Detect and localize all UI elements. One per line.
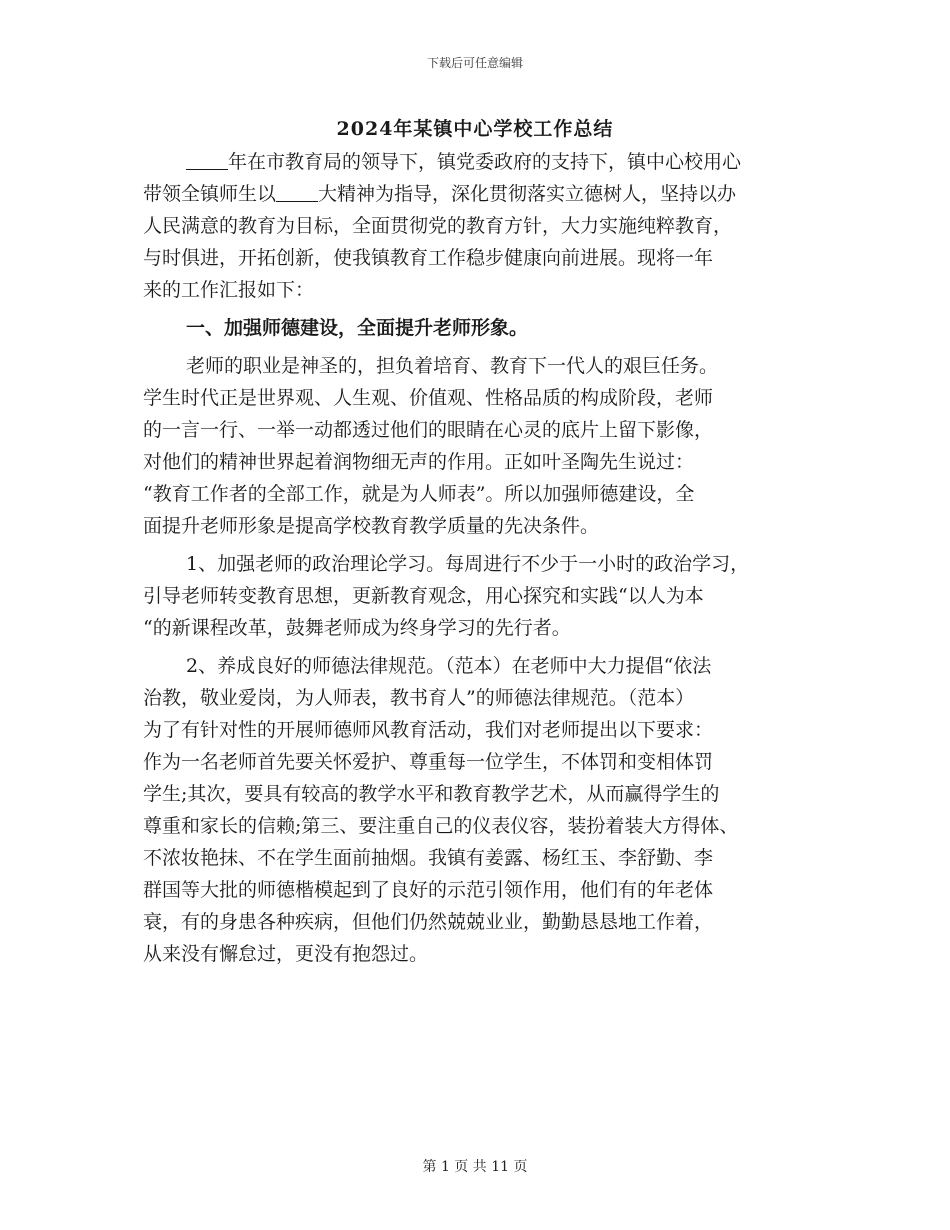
paragraph-line: 2、养成良好的师德法律规范。（范本）在老师中大力提倡“依法	[186, 655, 712, 677]
paragraph-line: 学生时代正是世界观、人生观、价值观、性格品质的构成阶段，老师	[143, 387, 714, 409]
paragraph-line: 衰，有的身患各种疾病，但他们仍然兢兢业业，勤勤恳恳地工作着，	[143, 911, 714, 933]
paragraph-line: 作为一名老师首先要关怀爱护、尊重每一位学生，不体罚和变相体罚	[143, 751, 714, 773]
document-body	[143, 146, 823, 970]
paragraph-line: “教育工作者的全部工作，就是为人师表”。所以加强师德建设，全	[143, 483, 695, 505]
page-footer: 第 1 页 共 11 页	[422, 1159, 528, 1175]
paragraph-line: 与时俱进，开拓创新，使我镇教育工作稳步健康向前进展。现将一年	[143, 247, 714, 269]
paragraph-line: 尊重和家长的信赖;第三、要注重自己的仪表仪容，装扮着装大方得体、	[143, 815, 739, 837]
paragraph-line: 年在市教育局的领导下，镇党委政府的支持下，镇中心校用心	[143, 146, 823, 178]
paragraph-line: 学生;其次，要具有较高的教学水平和教育教学艺术，从而赢得学生的	[143, 783, 720, 805]
paragraph-line: 引导老师转变教育思想，更新教育观念，用心探究和实践“以人为本	[143, 585, 704, 607]
blank-underline	[186, 149, 228, 170]
header-note: 下载后可任意编辑	[426, 56, 523, 70]
paragraph-line: 不浓妆艳抹、不在学生面前抽烟。我镇有姜露、杨红玉、李舒勤、李	[143, 847, 714, 869]
paragraph-line: 对他们的精神世界起着润物细无声的作用。正如叶圣陶先生说过：	[143, 451, 695, 473]
paragraph-line: 人民满意的教育为目标，全面贯彻党的教育方针，大力实施纯粹教育，	[143, 215, 733, 237]
paragraph-line: 1、加强老师的政治理论学习。每周进行不少于一小时的政治学习，	[186, 553, 750, 575]
blank-underline	[276, 181, 318, 202]
paragraph-line: 治教，敬业爱岗，为人师表，教书育人”的师德法律规范。（范本）	[143, 687, 695, 709]
paragraph-line: 群国等大批的师德楷模起到了良好的示范引领作用，他们有的年老体	[143, 879, 714, 901]
paragraph-line: 为了有针对性的开展师德师风教育活动，我们对老师提出以下要求：	[143, 719, 714, 741]
document-title: 2024年某镇中心学校工作总结	[336, 118, 614, 140]
paragraph-line: 的一言一行、一举一动都透过他们的眼睛在心灵的底片上留下影像，	[143, 419, 714, 441]
paragraph-line: 老师的职业是神圣的，担负着培育、教育下一代人的艰巨任务。	[186, 355, 719, 377]
section-heading: 一、加强师德建设，全面提升老师形象。	[186, 317, 529, 339]
paragraph-line: 从来没有懈怠过，更没有抱怨过。	[143, 943, 429, 965]
paragraph-line: 来的工作汇报如下：	[143, 279, 315, 301]
paragraph-line: “的新课程改革，鼓舞老师成为终身学习的先行者。	[143, 617, 571, 639]
paragraph-line: 带领全镇师生以 大精神为指导，深化贯彻落实立德树人，坚持以办	[143, 183, 737, 205]
paragraph-line: 面提升老师形象是提高学校教育教学质量的先决条件。	[143, 515, 600, 537]
